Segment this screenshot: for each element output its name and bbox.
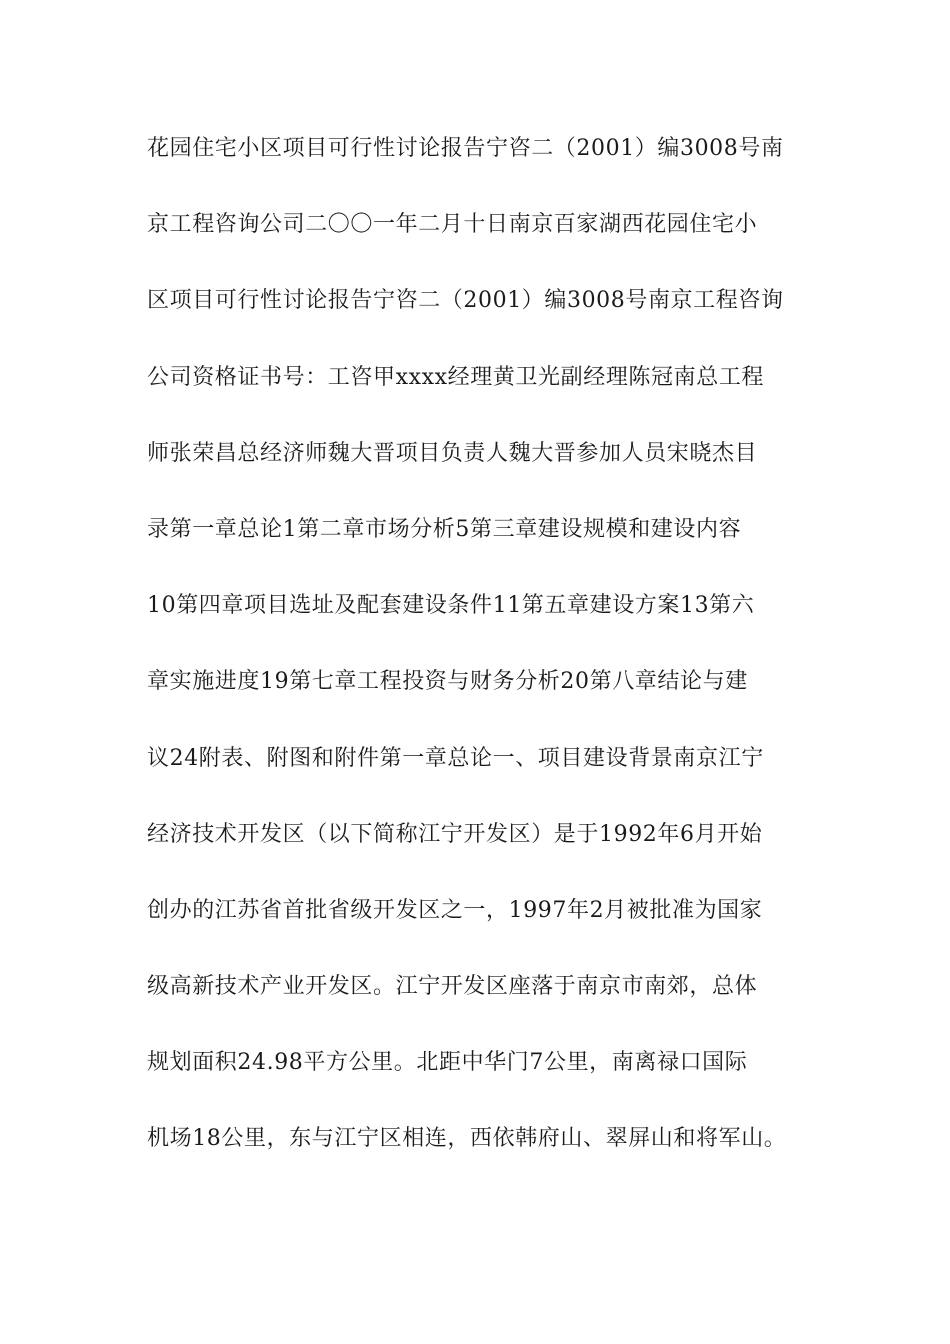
text-line: 区项目可行性讨论报告宁咨二（2001）编3008号南京工程咨询 — [147, 288, 784, 314]
text-line: 创办的江苏省首批省级开发区之一，1997年2月被批准为国家 — [147, 897, 763, 923]
text-line: 议24附表、附图和附件第一章总论一、项目建设背景南京江宁 — [147, 745, 764, 771]
text-line: 经济技术开发区（以下简称江宁开发区）是于1992年6月开始 — [147, 821, 763, 847]
text-line: 师张荣昌总经济师魏大晋项目负责人魏大晋参加人员宋晓杰目 — [147, 440, 758, 466]
body-text — [147, 137, 807, 1204]
text-line: 公司资格证书号：工咨甲xxxx经理黄卫光副经理陈冠南总工程 — [147, 364, 765, 390]
text-line: 10第四章项目选址及配套建设条件11第五章建设方案13第六 — [147, 593, 755, 619]
text-line: 京工程咨询公司二〇〇一年二月十日南京百家湖西花园住宅小 — [147, 212, 758, 238]
text-line: 录第一章总论1第二章市场分析5第三章建设规模和建设内容 — [147, 516, 742, 542]
text-line: 花园住宅小区项目可行性讨论报告宁咨二（2001）编3008号南 — [147, 136, 784, 161]
text-line: 章实施进度19第七章工程投资与财务分析20第八章结论与建 — [147, 669, 748, 695]
text-line: 机场18公里，东与江宁区相连，西依韩府山、翠屏山和将军山。 — [147, 1126, 787, 1152]
text-line: 规划面积24.98平方公里。北距中华门7公里，南离禄口国际 — [147, 1050, 748, 1076]
text-line: 级高新技术产业开发区。江宁开发区座落于南京市南郊，总体 — [147, 974, 758, 1000]
